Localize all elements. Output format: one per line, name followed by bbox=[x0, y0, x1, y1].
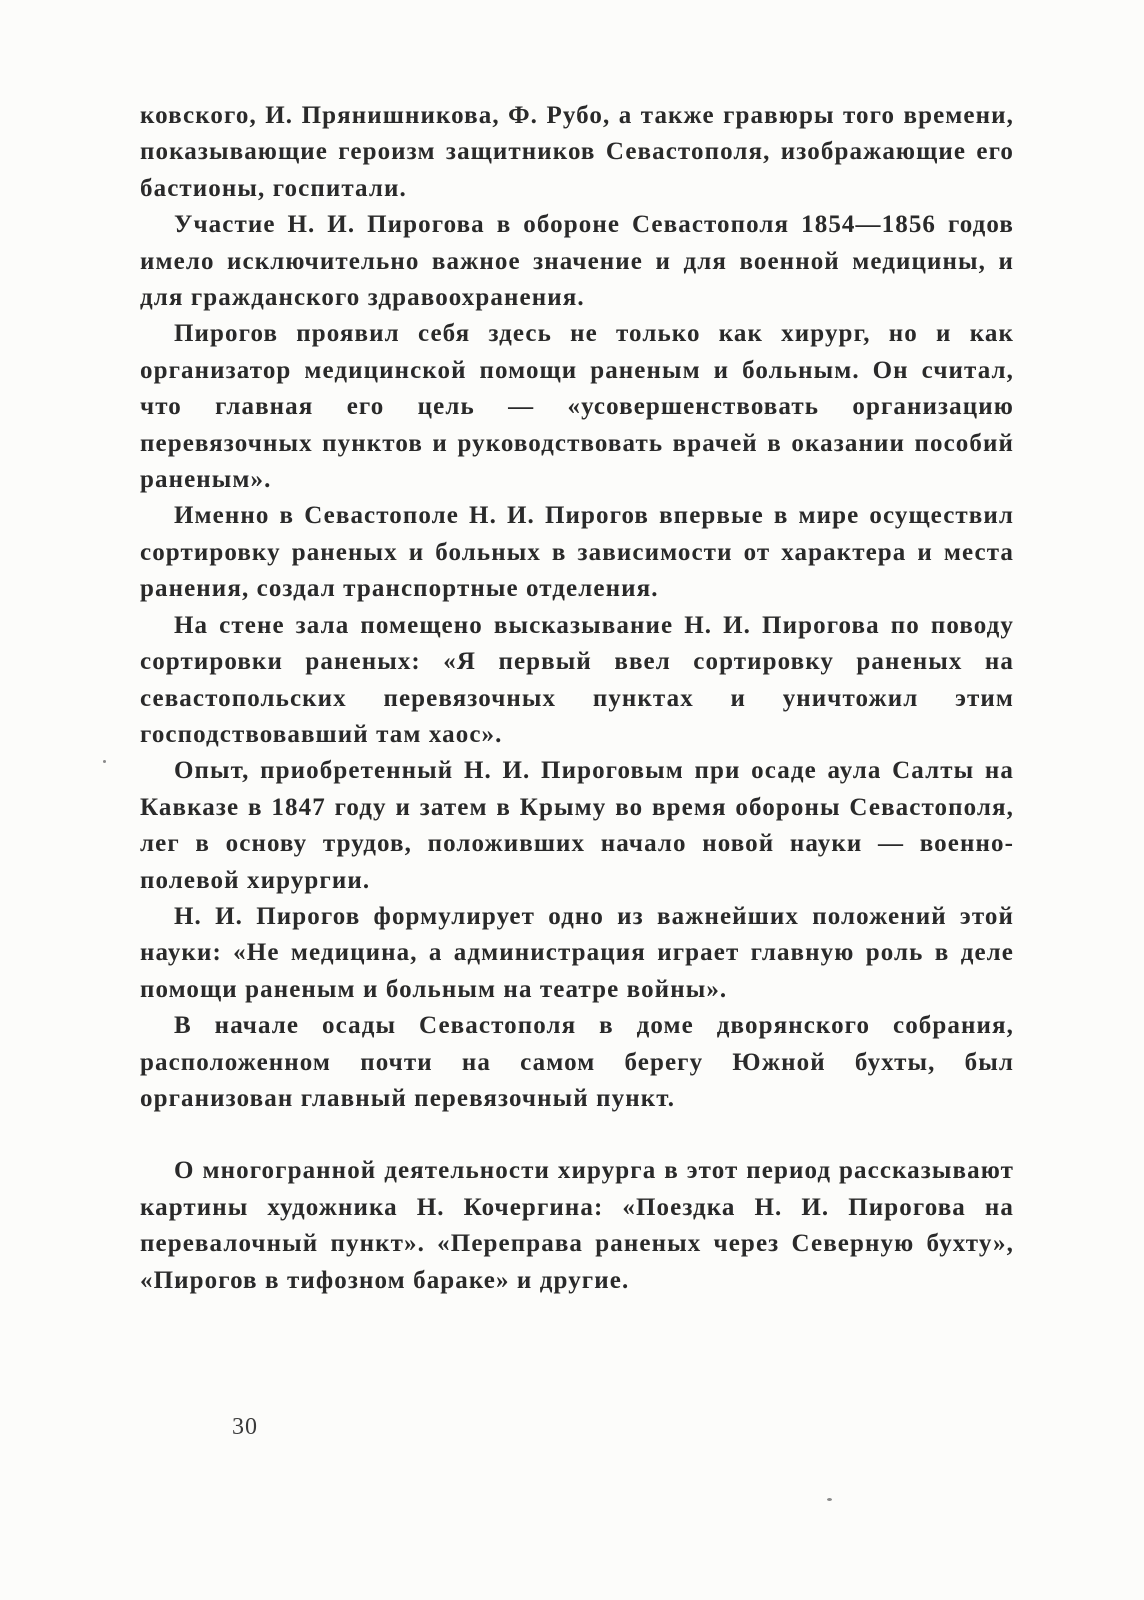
print-speck bbox=[103, 760, 106, 763]
page-body-text bbox=[140, 98, 1014, 1299]
paragraph-9: О многогранной деятельности хирурга в этот период рассказывают картины художника Н. Кочергина: «Поездка Н. И. Пирогова на перевалочный пункт». «Переправа раненых через Северную бухту», «Пирогов в тифозном бараке» и другие. bbox=[140, 1157, 1014, 1294]
paragraph-3: Пирогов проявил себя здесь не только как хирург, но и как организатор медицинской помощи раненым и больным. Он считал, что главная его цель — «усовершенствовать организацию перевязочных пунктов и руководствовать врачей в оказании пособий раненым». bbox=[140, 320, 1014, 494]
paragraph-spacer bbox=[140, 1117, 1014, 1153]
paragraph-4: Именно в Севастополе Н. И. Пирогов впервые в мире осуществил сортировку раненых и больных в зависимости от характера и места ранения, создал транспортные отделения. bbox=[140, 502, 1014, 603]
paragraph-8: В начале осады Севастополя в доме дворянского собрания, расположенном почти на самом берегу Южной бухты, был организован главный перевязочный пункт. bbox=[140, 1012, 1014, 1112]
print-speck bbox=[827, 1498, 832, 1501]
paragraph-1: ковского, И. Прянишникова, Ф. Рубо, а также гравюры того времени, показывающие героизм защитников Севастополя, изображающие его бастионы, госпитали. bbox=[140, 102, 1014, 202]
paragraph-6: Опыт, приобретенный Н. И. Пироговым при осаде аула Салты на Кавказе в 1847 году и затем в Крыму во время обороны Севастополя, лег в основу трудов, положивших начало новой науки — военно-полевой хирургии. bbox=[140, 757, 1014, 894]
page-number: 30 bbox=[232, 1414, 258, 1440]
paragraph-2: Участие Н. И. Пирогова в обороне Севастополя 1854—1856 годов имело исключительно важное значение и для военной медицины, и для гражданского здравоохранения. bbox=[140, 211, 1014, 312]
paragraph-7: Н. И. Пирогов формулирует одно из важнейших положений этой науки: «Не медицина, а администрация играет главную роль в деле помощи раненым и больным на театре войны». bbox=[140, 902, 1014, 1003]
paragraph-5: На стене зала помещено высказывание Н. И. Пирогова по поводу сортировки раненых: «Я первый ввел сортировку раненых на севастопольских перевязочных пунктах и уничтожил этим господствовавший там хаос». bbox=[140, 611, 1014, 748]
